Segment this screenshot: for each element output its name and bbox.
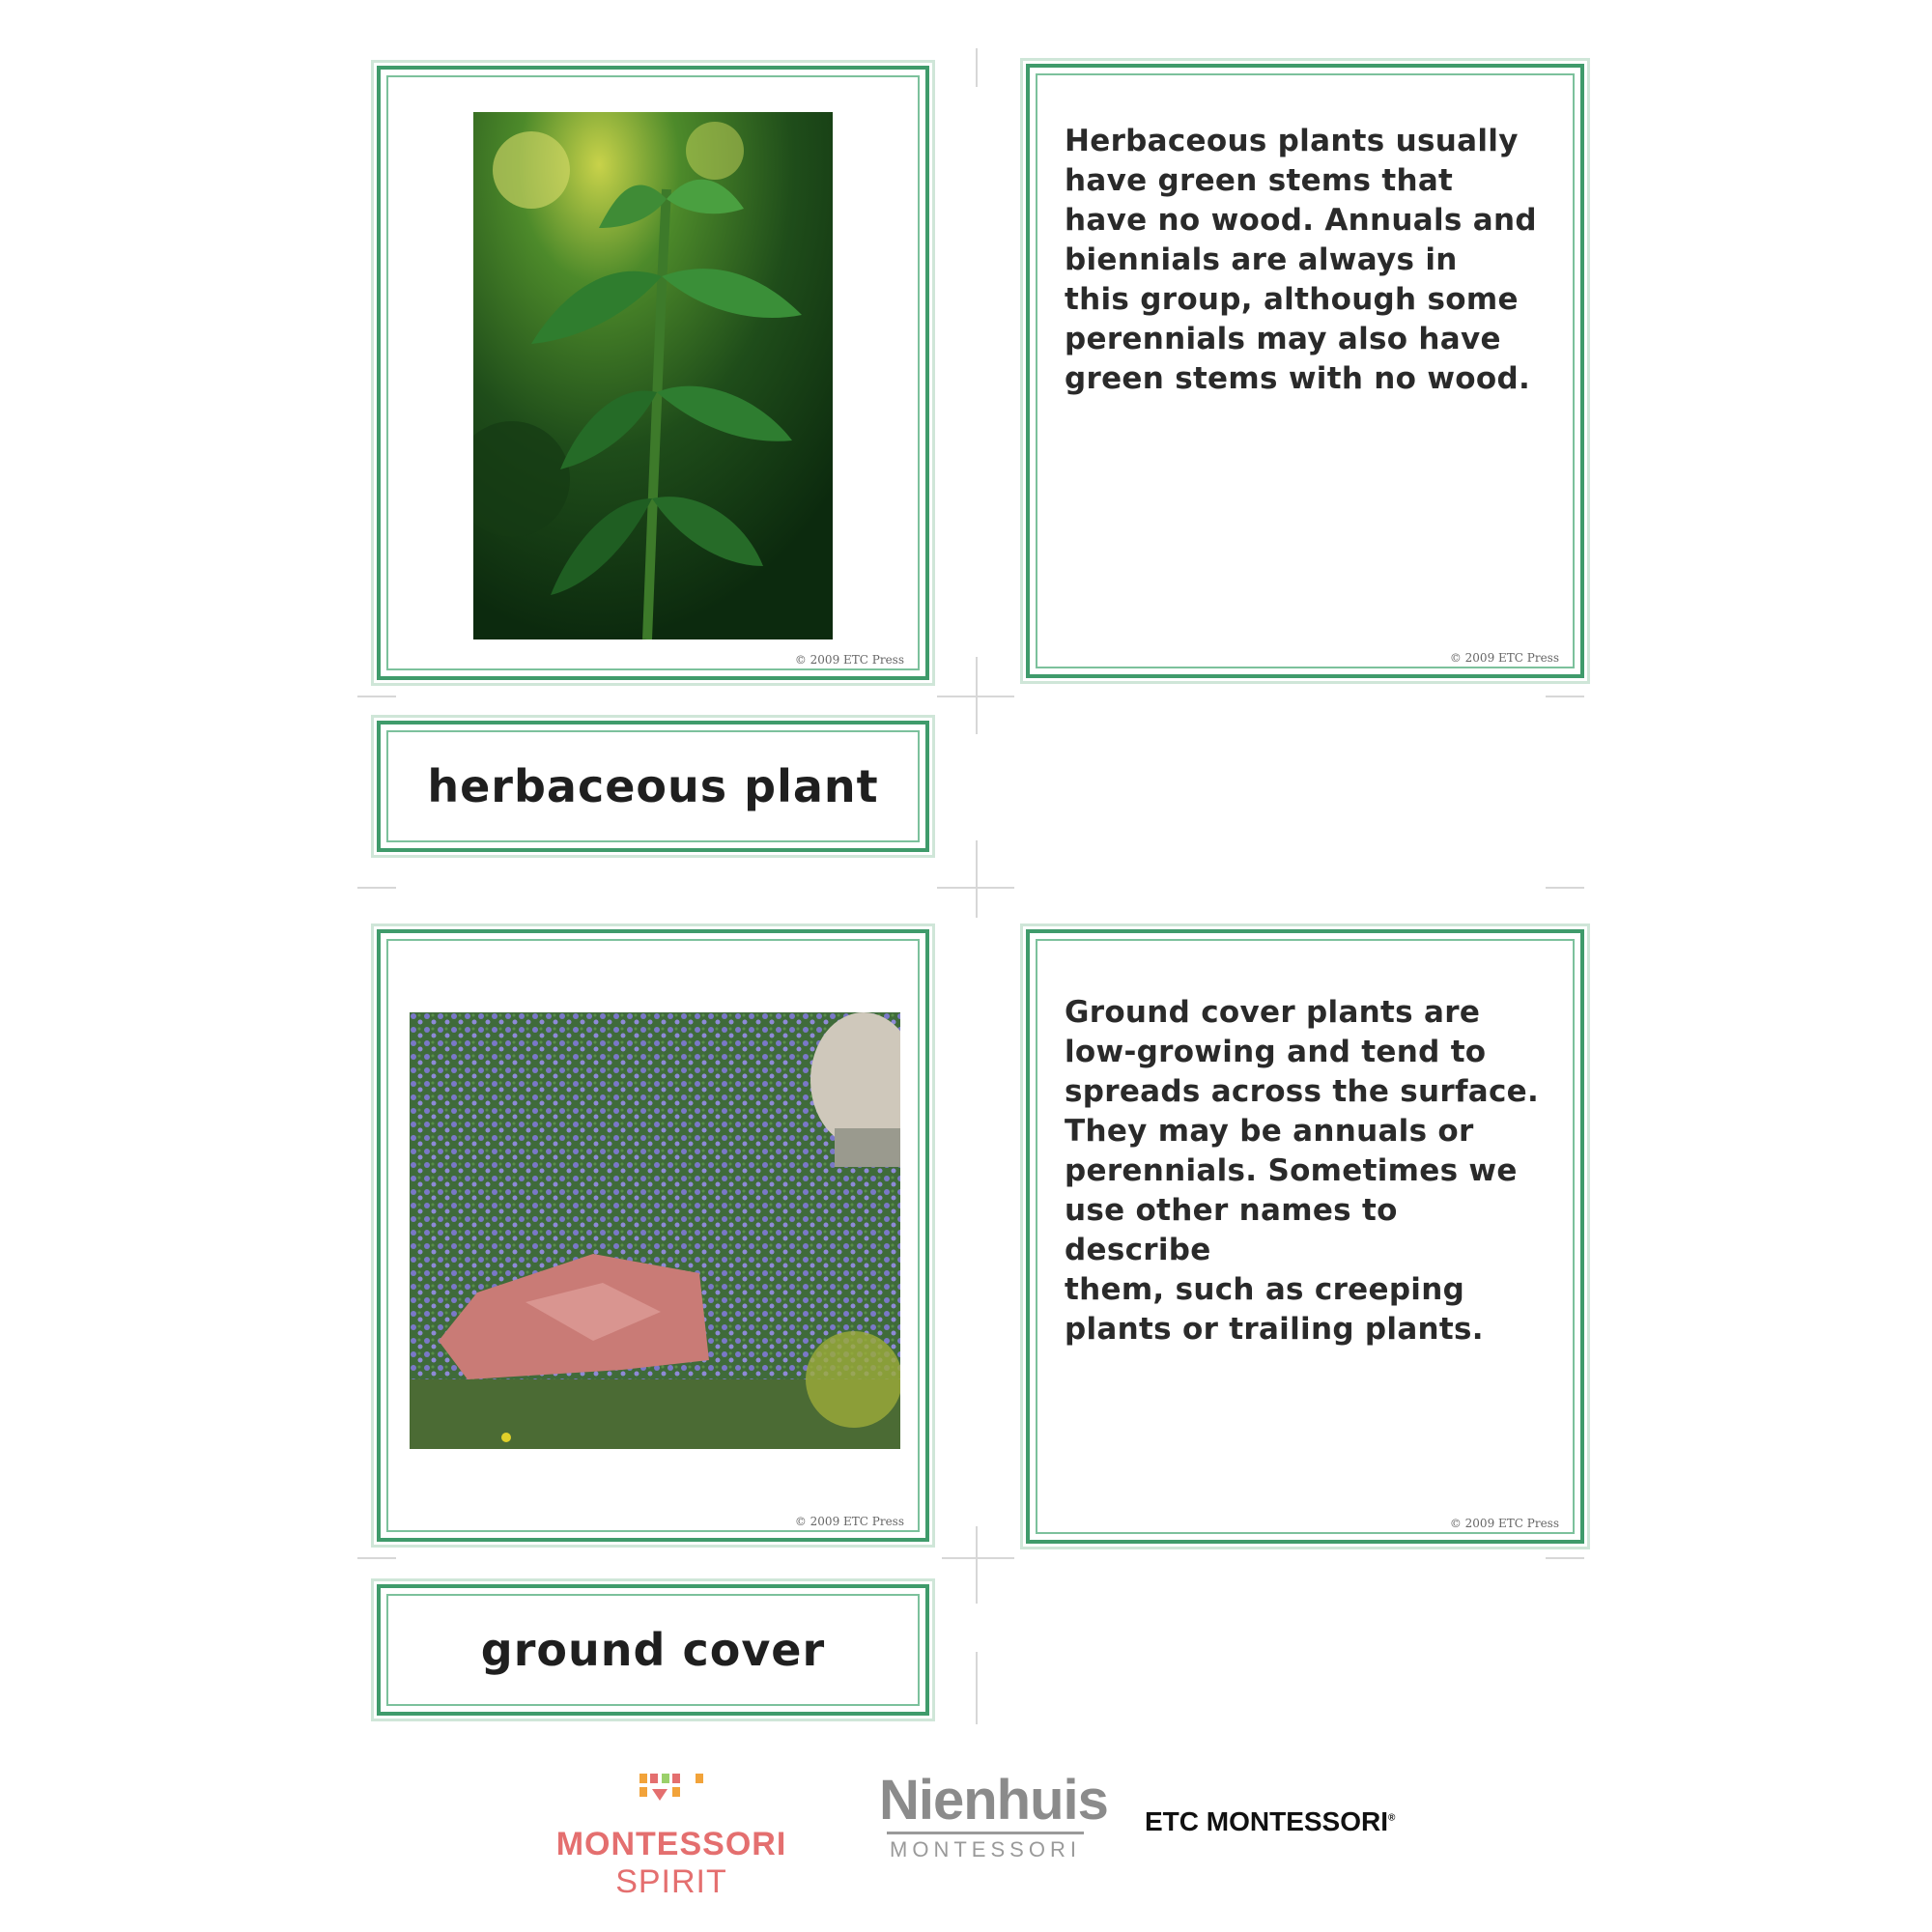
nienhuis-logo — [879, 1768, 1108, 1874]
cut-mark — [357, 696, 396, 697]
cut-mark — [1546, 696, 1584, 697]
label-card-ground-cover — [377, 1584, 929, 1716]
picture-card-ground-cover — [377, 929, 929, 1542]
label-card-herbaceous — [377, 721, 929, 852]
registered-mark: ® — [1388, 1812, 1396, 1824]
cut-mark — [976, 1652, 978, 1724]
definition-card-ground-cover — [1026, 929, 1584, 1544]
cut-mark — [976, 1526, 978, 1604]
cut-mark — [357, 1557, 396, 1559]
logo-row — [0, 1768, 1932, 1900]
etc-montessori-logo — [1145, 1806, 1395, 1837]
term-label: ground cover — [480, 1624, 826, 1676]
montessori-spirit-logo — [502, 1768, 840, 1900]
definition-text: Ground cover plants are low-growing and tend to spreads across the surface. They may be annuals or perennials. Sometimes we use other names to describe them, such as creeping plants or trailing plants. — [1065, 995, 1540, 1347]
herbaceous-plant-photo — [473, 112, 833, 639]
spirit-logo-light: SPIRIT — [615, 1863, 727, 1900]
cut-mark — [976, 48, 978, 87]
term-label: herbaceous plant — [427, 760, 879, 812]
copyright-text: © 2009 ETC Press — [1449, 1517, 1559, 1530]
copyright-text: © 2009 ETC Press — [794, 1515, 904, 1528]
nienhuis-name: Nienhuis — [879, 1769, 1108, 1832]
cut-mark — [357, 887, 396, 889]
ground-cover-photo — [410, 1012, 900, 1449]
copyright-text: © 2009 ETC Press — [794, 653, 904, 667]
spirit-logo-bold: MONTESSORI — [555, 1826, 787, 1862]
cut-mark — [937, 696, 1014, 697]
definition-text: Herbaceous plants usually have green stems that have no wood. Annuals and biennials are always in this group, although some perennials may also have green stems with no wood. — [1065, 124, 1537, 396]
definition-card-herbaceous — [1026, 64, 1584, 678]
montessori-spirit-mark-icon — [502, 1768, 840, 1816]
cut-mark — [937, 887, 1014, 889]
picture-card-herbaceous — [377, 66, 929, 680]
etc-logo-name: ETC MONTESSORI — [1145, 1806, 1389, 1836]
cut-mark — [1546, 1557, 1584, 1559]
nienhuis-sub: MONTESSORI — [890, 1837, 1081, 1861]
cut-mark — [976, 840, 978, 918]
cut-mark — [942, 1557, 1014, 1559]
cut-mark — [1546, 887, 1584, 889]
copyright-text: © 2009 ETC Press — [1449, 651, 1559, 665]
